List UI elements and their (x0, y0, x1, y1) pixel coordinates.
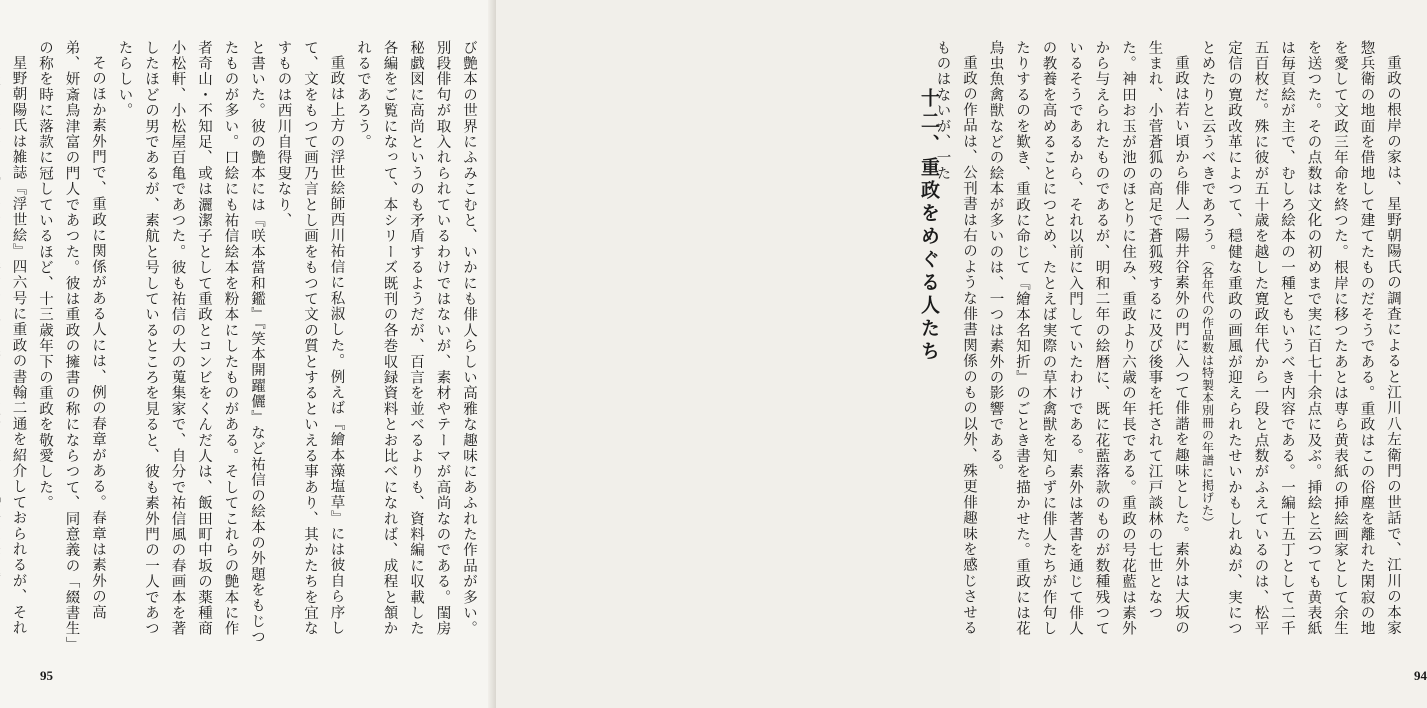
paragraph: 重政の作品は、公刊書は右のような俳書関係のもの以外、殊更俳趣味を感じさせるものはないが、一た (934, 40, 977, 636)
paragraph: 重政は上方の浮世絵師西川祐信に私淑した。例えば『繪本藻塩草』には彼自ら序して、文をもつて画乃言とし画をもつて文の質とするといえる事あり、其かたちを宜なすものは西川自得叟なり、 (275, 40, 345, 637)
paragraph: 重政は若い頃から俳人一陽井谷素外の門に入つて俳諧を趣味とした。素外は大坂の生まれ、小菅蒼狐の高足で蒼狐歿するに及び後事を托されて江戸談林の七世となつた。神田お玉が池のほとりに住み、重政より六歳の年長である。重政の号花藍は素外から与えられたものであるが、明和二年の絵暦に、既に花藍落款のものが数種残つているそうであるから、それ以前に入門していたわけである。素外は著書を通じて俳人の教養を高めることにつとめ、たとえば実際の草木禽獣を知らずに俳人たちが作句したりするのを歎き、重政に命じて『繪本名知折』のごとき書を描かせた。重政には花鳥虫魚禽獣などの絵本が多いのは、一つは素外の影響である。 (987, 40, 1189, 637)
page-number-left: 95 (40, 668, 53, 683)
chapter-title: 十二、重政をめぐる人たち (918, 88, 940, 364)
paragraph-note: （各年代の作品数は特製本別冊の年譜に掲げた） (1200, 259, 1215, 529)
paragraph: と書いた。彼の艶本には『咲本當和鑑』『笑本開躍儷』など祐信の絵本の外題をもじつたものが多い。口絵にも祐信絵本を粉本にしたものがある。そしてこれらの艶本に作者奇山・不知足、或は灑潔子として重政とコンビをくんだ人は、飯田町中坂の薬種商小松軒、小松屋百亀であつた。彼も祐信の大の蒐集家で、自分で祐信風の春画本を著したほどの男であるが、素航と号しているところを見ると、彼も素外門の一人であつたらしい。 (116, 40, 265, 646)
paragraph: び艶本の世界にふみこむと、いかにも俳人らしい高雅な趣味にあふれた作品が多い。別段俳句が取入れられているわけではないが、素材やテーマが高尚なのである。閨房秘戯図に高尚というのも矛盾するようだが、百言を並べるよりも、資料編に収載した各編をご覧になって、本シリーズ既刊の各巻収録資料とお比べになれば、成程と頷かれるであろう。 (355, 40, 477, 637)
paragraph (1194, 40, 1406, 650)
paragraph: 星野朝陽氏は雑誌『浮世絵』四六号に重政の書翰二通を紹介しておられるが、それ (10, 54, 27, 636)
right-page-text (934, 40, 1406, 650)
page-number-right: 94 (1414, 668, 1427, 683)
paragraph: そのほか素外門で、重政に関係がある人には、例の春章がある。春章は素外の高弟、妍斎鳥津富の門人であつた。彼は重政の擁書の称にならつて、同意義の「綴書生」の称を時に落款に冠しているほど、十三歳年下の重政を敬愛した。 (37, 40, 106, 646)
left-page (0, 0, 496, 708)
paragraph-text: 重政の根岸の家は、星野朝陽氏の調査によると江川八左衛門の世話で、江川の本家惣兵衛の地面を借地して建てたものだそうである。重政はこの俗塵を離れた閑寂の地を愛して文政三年命を終つた。根岸に移つたあとは専ら黄表紙の挿絵画家として余生を送つた。その点数は文化の初めまで実に百七十余点に及ぶ。挿絵と云つても黄表紙は毎頁絵が主で、むしろ絵本の一種ともいうべき内容である。一編十五丁として二千五百枚だ。殊に彼が五十歳を越した寛政年代から一段と点数がふえているのは、松平定信の寛政改革によつて、穏健な重政の画風が迎えられたせいかもしれぬが、実につとめたりと云うべきであろう。 (1199, 40, 1401, 637)
left-page-text (10, 40, 482, 650)
